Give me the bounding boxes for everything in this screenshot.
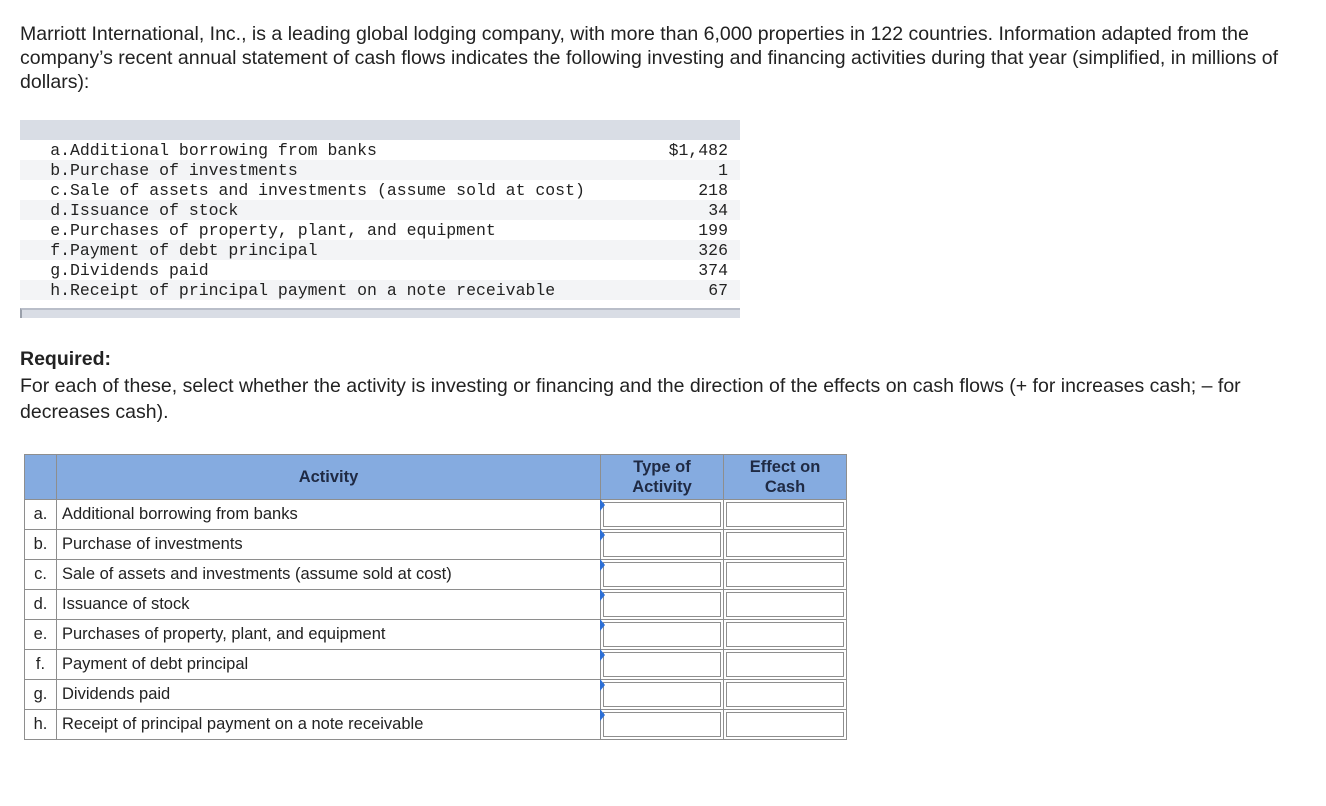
dropdown-indicator-icon <box>600 679 605 691</box>
type-of-activity-cell <box>601 590 724 620</box>
answer-row <box>25 500 847 530</box>
data-table-header-bar <box>20 120 740 140</box>
effect-on-cash-input[interactable] <box>726 652 844 677</box>
type-of-activity-select[interactable] <box>603 532 721 557</box>
problem-intro: Marriott International, Inc., is a leading global lodging company, with more than 6,000 properties in 122 countries. Information adapted from the company’s recent annual statement of cash flows indicates the following investing and financing activities during that year (simplified, in millions of dollars): <box>20 23 1279 93</box>
answer-row-letter: a. <box>25 500 57 530</box>
data-row-letter: f. <box>50 240 70 260</box>
data-row-letter: d. <box>50 200 70 220</box>
answer-row-letter: h. <box>25 710 57 740</box>
data-table-footer-bar <box>20 308 740 318</box>
data-row-letter: h. <box>50 280 70 300</box>
cash-flow-data-table <box>20 120 740 318</box>
type-of-activity-cell <box>601 680 724 710</box>
answer-row-activity: Purchases of property, plant, and equipment <box>57 620 601 650</box>
answer-row-letter: d. <box>25 590 57 620</box>
dropdown-indicator-icon <box>600 649 605 661</box>
data-row <box>20 260 740 280</box>
data-row <box>20 280 740 300</box>
effect-on-cash-cell <box>724 620 847 650</box>
answer-row-letter: f. <box>25 650 57 680</box>
required-heading: Required: <box>20 348 112 370</box>
answer-row <box>25 590 847 620</box>
type-of-activity-cell <box>601 710 724 740</box>
data-row-description: Sale of assets and investments (assume sold at cost) <box>70 180 585 200</box>
type-of-activity-cell <box>601 530 724 560</box>
answer-table-header-row <box>25 455 847 500</box>
type-of-activity-select[interactable] <box>603 502 721 527</box>
data-row-description: Receipt of principal payment on a note receivable <box>70 280 556 300</box>
data-row <box>20 180 740 200</box>
type-of-activity-cell <box>601 620 724 650</box>
type-of-activity-select[interactable] <box>603 652 721 677</box>
effect-on-cash-input[interactable] <box>726 592 844 617</box>
dropdown-indicator-icon <box>600 529 605 541</box>
data-row-amount: 199 <box>698 220 728 240</box>
effect-on-cash-input[interactable] <box>726 502 844 527</box>
answer-row-activity: Purchase of investments <box>57 530 601 560</box>
answer-row <box>25 530 847 560</box>
required-instructions: For each of these, select whether the activity is investing or financing and the direction of the effects on cash flows (+ for increases cash; – for decreases cash). <box>20 375 1241 423</box>
effect-on-cash-input[interactable] <box>726 712 844 737</box>
data-row-amount: 1 <box>718 160 728 180</box>
dropdown-indicator-icon <box>600 559 605 571</box>
data-row-letter: e. <box>50 220 70 240</box>
data-row <box>20 200 740 220</box>
answer-row-activity: Sale of assets and investments (assume sold at cost) <box>57 560 601 590</box>
data-row-amount: 326 <box>698 240 728 260</box>
dropdown-indicator-icon <box>600 619 605 631</box>
dropdown-indicator-icon <box>600 499 605 511</box>
type-of-activity-select[interactable] <box>603 592 721 617</box>
data-row-description: Payment of debt principal <box>70 240 318 260</box>
data-row-amount: 34 <box>708 200 728 220</box>
data-row-letter: c. <box>50 180 70 200</box>
answer-row-letter: b. <box>25 530 57 560</box>
effect-on-cash-cell <box>724 680 847 710</box>
answer-row <box>25 560 847 590</box>
data-row-letter: a. <box>50 140 70 160</box>
data-row <box>20 240 740 260</box>
effect-on-cash-input[interactable] <box>726 622 844 647</box>
data-row-description: Additional borrowing from banks <box>70 140 377 160</box>
type-of-activity-select[interactable] <box>603 562 721 587</box>
answer-row <box>25 710 847 740</box>
data-row-description: Issuance of stock <box>70 200 239 220</box>
type-of-activity-select[interactable] <box>603 682 721 707</box>
data-row-description: Purchase of investments <box>70 160 298 180</box>
type-of-activity-select[interactable] <box>603 622 721 647</box>
effect-on-cash-cell <box>724 530 847 560</box>
effect-on-cash-cell <box>724 560 847 590</box>
type-of-activity-cell <box>601 650 724 680</box>
effect-on-cash-header: Effect on Cash <box>724 455 847 500</box>
data-row <box>20 220 740 240</box>
effect-on-cash-input[interactable] <box>726 682 844 707</box>
effect-on-cash-cell <box>724 500 847 530</box>
data-row <box>20 160 740 180</box>
effect-on-cash-cell <box>724 710 847 740</box>
effect-on-cash-cell <box>724 650 847 680</box>
answer-row <box>25 620 847 650</box>
answer-row-activity: Payment of debt principal <box>57 650 601 680</box>
letter-header <box>25 455 57 500</box>
data-row-letter: b. <box>50 160 70 180</box>
data-row-description: Purchases of property, plant, and equipment <box>70 220 496 240</box>
answer-row-activity: Receipt of principal payment on a note receivable <box>57 710 601 740</box>
type-of-activity-cell <box>601 500 724 530</box>
dropdown-indicator-icon <box>600 709 605 721</box>
answer-row <box>25 680 847 710</box>
data-row-amount: 374 <box>698 260 728 280</box>
dropdown-indicator-icon <box>600 589 605 601</box>
type-of-activity-cell <box>601 560 724 590</box>
data-row-description: Dividends paid <box>70 260 209 280</box>
answer-table <box>24 454 847 740</box>
answer-row-activity: Additional borrowing from banks <box>57 500 601 530</box>
data-row-amount: 67 <box>708 280 728 300</box>
type-of-activity-header: Type of Activity <box>601 455 724 500</box>
data-row-letter: g. <box>50 260 70 280</box>
answer-row-letter: c. <box>25 560 57 590</box>
activity-header: Activity <box>57 455 601 500</box>
effect-on-cash-cell <box>724 590 847 620</box>
data-row <box>20 140 740 160</box>
data-row-amount: 218 <box>698 180 728 200</box>
effect-on-cash-input[interactable] <box>726 562 844 587</box>
answer-row-activity: Dividends paid <box>57 680 601 710</box>
answer-row-letter: g. <box>25 680 57 710</box>
answer-row <box>25 650 847 680</box>
answer-row-activity: Issuance of stock <box>57 590 601 620</box>
answer-row-letter: e. <box>25 620 57 650</box>
type-of-activity-select[interactable] <box>603 712 721 737</box>
effect-on-cash-input[interactable] <box>726 532 844 557</box>
data-row-amount: $1,482 <box>668 140 728 160</box>
